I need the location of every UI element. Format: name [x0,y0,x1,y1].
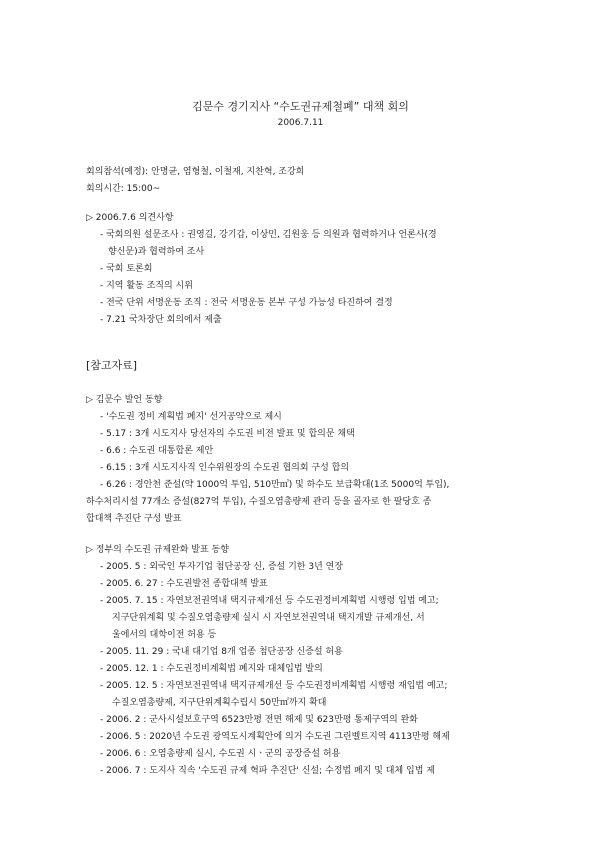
list-item: - 2005. 12. 5 : 자연보전권역내 택지규제개선 등 수도권정비계획법 시행령 재입법 예고; [100,681,448,691]
list-item: - 2005. 7. 15 : 자연보전권역내 택지규제개선 등 수도권정비계획법 시행령 입법 예고; [100,596,439,606]
list-item: - 2006. 5 : 2020년 수도권 광역도시계획안에 의거 수도권 그린벨트지역 4113만평 해제 [100,732,450,742]
list-item: - 2006. 2 : 군사시설보호구역 6523만평 전면 해제 및 623만평 통제구역의 완화 [100,715,418,725]
list-item: - 2005. 11. 29 : 국내 대기업 8개 업종 첨단공장 신증설 허용 [100,647,343,657]
list-item: - '수도권 정비 계획법 폐지' 선거공약으로 제시 [100,412,282,422]
section-heading-deregulation: ▷ 정부의 수도권 규제완화 발표 동향 [86,545,229,555]
document-date: 2006.7.11 [277,118,324,128]
list-item-continuation: 울에서의 대학이전 허용 등 [112,630,217,640]
list-item: - 전국 단위 서명운동 조직 : 전국 서명운동 본부 구성 가능성 타진하여 결정 [100,298,393,308]
list-item: - 2006. 7 : 도지사 직속 '수도권 규제 혁파 추진단' 신설; 수정법 폐지 및 대체 입법 제 [100,766,435,776]
list-item: - 2005. 5 : 외국인 투자기업 첨단공장 신, 증설 기한 3년 연장 [100,562,344,572]
list-item: - 5.17 : 3개 시도지사 당선자의 수도권 비전 발표 및 합의문 채택 [100,429,355,439]
list-item: - 국회 토론회 [100,264,153,274]
list-item-continuation: 향신문)과 협력하여 조사 [108,247,205,257]
list-item: - 6.15 : 3개 시도지사직 인수위원장의 수도권 협의회 구성 합의 [100,463,350,473]
section-heading-statements: ▷ 김문수 발언 동향 [86,395,163,405]
list-item-continuation: 지구단위계획 및 수질오염총량제 실시 시 자연보전권역내 택지개발 규제개선, 서 [112,613,425,623]
list-item-continuation: 하수처리시설 77개소 증설(827억 투입), 수질오염총량제 관리 등을 골자로 한 팔당호 종 [86,497,432,507]
list-item-continuation: 합대책 추진단 구성 발표 [86,514,182,524]
list-item: - 2006. 6 : 오염총량제 실시, 수도권 시ㆍ군의 공장증설 허용 [100,749,341,759]
list-item: - 6.26 : 경안천 준설(약 1000억 투입, 510만㎥) 및 하수도 보급확대(1조 5000억 투입), [100,480,450,490]
list-item: - 국회의원 설문조사 : 권영길, 강기갑, 이상민, 김원웅 등 의원과 협력하거나 언론사(경 [100,230,437,240]
list-item-continuation: 수질오염총량제, 지구단위계획수립시 50만㎡까지 확대 [112,698,327,708]
list-item: - 2005. 6. 27 : 수도권발전 종합대책 발표 [100,579,268,589]
list-item: - 2005. 12. 1 : 수도권정비계획법 폐지와 대체입법 발의 [100,664,323,674]
list-item: - 6.6 : 수도권 대통합론 제안 [100,446,214,456]
document-title: 김문수 경기지사 “수도권규제철폐” 대책 회의 [192,100,409,113]
list-item: - 7.21 국차장단 회의에서 제출 [100,315,222,325]
reference-heading: [참고자료] [86,359,138,372]
meeting-attendees: 회의참석(예정): 안명균, 염형철, 이철재, 지찬혁, 조강희 [86,167,305,177]
section-heading-opinions: ▷ 2006.7.6 의견사항 [86,213,174,223]
meeting-time: 회의시간: 15:00~ [86,184,161,194]
list-item: - 지역 활동 조직의 시위 [100,281,193,291]
